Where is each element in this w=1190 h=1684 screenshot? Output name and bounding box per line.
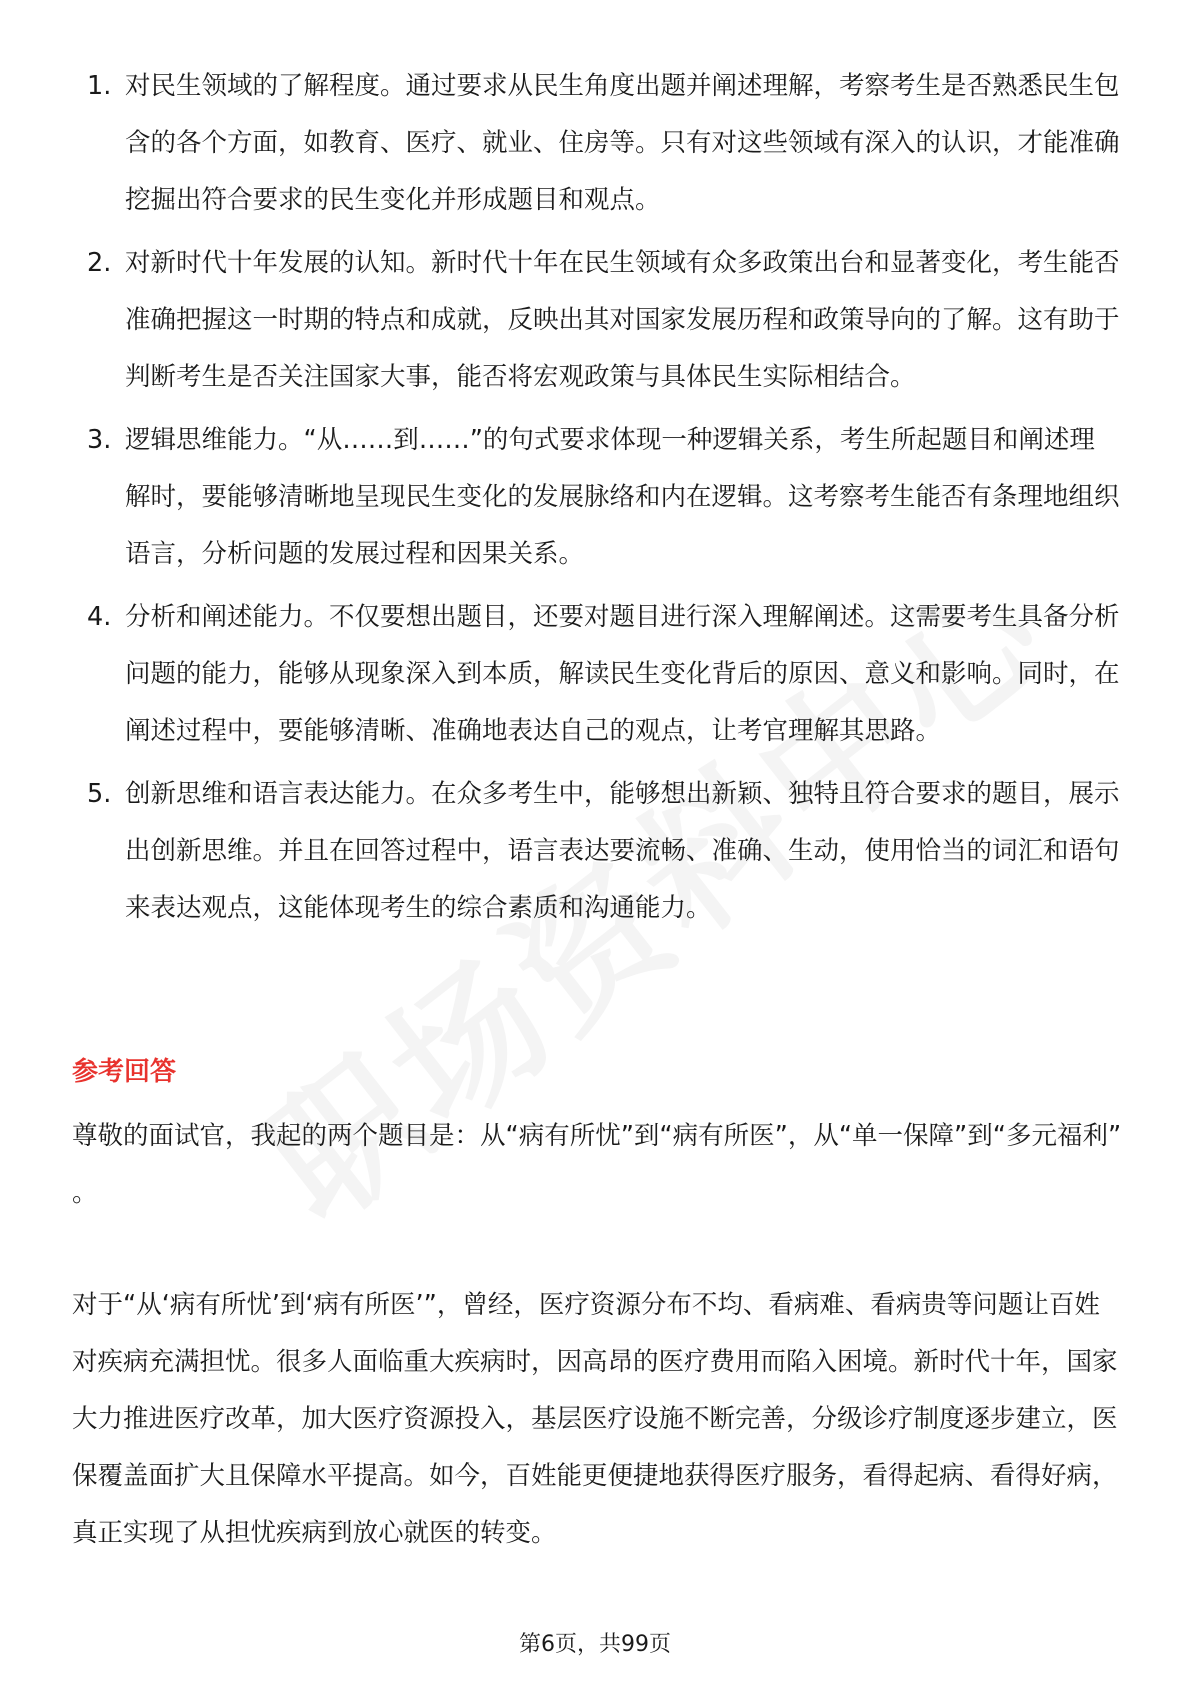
list-item-number: 3. <box>87 425 112 455</box>
list-item <box>0 58 1190 229</box>
page-number-footer: 第6页，共99页 <box>519 1632 671 1657</box>
list-item <box>0 766 1190 937</box>
list-item-text: 对新时代十年发展的认知。新时代十年在民生领域有众多政策出台和显著变化，考生能否准确把握这一时期的特点和成就，反映出其对国家发展历程和政策导向的了解。这有助于判断考生是否关注国家大事，能否将宏观政策与具体民生实际相结合。 <box>125 248 1120 392</box>
list-item-text: 逻辑思维能力。“从……到……”的句式要求体现一种逻辑关系，考生所起题目和阐述理解时，要能够清晰地呈现民生变化的发展脉络和内在逻辑。这考察考生能否有条理地组织语言，分析问题的发展过程和因果关系。 <box>125 425 1120 569</box>
answer-paragraph: 尊敬的面试官，我起的两个题目是：从“病有所忧”到“病有所医”，从“单一保障”到“多元福利” 。 <box>72 1121 1122 1208</box>
list-item-text: 分析和阐述能力。不仅要想出题目，还要对题目进行深入理解阐述。这需要考生具备分析问题的能力，能够从现象深入到本质，解读民生变化背后的原因、意义和影响。同时，在阐述过程中，要能够清晰、准确地表达自己的观点，让考官理解其思路。 <box>125 602 1120 746</box>
answer-heading: 参考回答 <box>72 1057 177 1087</box>
answer-paragraph: 对于“从‘病有所忧’到‘病有所医’”，曾经，医疗资源分布不均、看病难、看病贵等问题让百姓对疾病充满担忧。很多人面临重大疾病时，因高昂的医疗费用而陷入困境。新时代十年，国家大力推进医疗改革，加大医疗资源投入，基层医疗设施不断完善，分级诊疗制度逐步建立，医保覆盖面扩大且保障水平提高。如今，百姓能更便捷地获得医疗服务，看得起病、看得好病，真正实现了从担忧疾病到放心就医的转变。 <box>72 1290 1118 1548</box>
list-item-number: 1. <box>87 71 112 101</box>
list-item <box>0 235 1190 406</box>
list-item-number: 2. <box>87 248 112 278</box>
list-item-number: 4. <box>87 602 112 632</box>
list-item <box>0 589 1190 760</box>
list-item-text: 对民生领域的了解程度。通过要求从民生角度出题并阐述理解，考察考生是否熟悉民生包含的各个方面，如教育、医疗、就业、住房等。只有对这些领域有深入的认识，才能准确挖掘出符合要求的民生变化并形成题目和观点。 <box>125 71 1120 215</box>
list-item-number: 5. <box>87 779 112 809</box>
list-item <box>0 412 1190 583</box>
list-item-text: 创新思维和语言表达能力。在众多考生中，能够想出新颖、独特且符合要求的题目，展示出创新思维。并且在回答过程中，语言表达要流畅、准确、生动，使用恰当的词汇和语句来表达观点，这能体现考生的综合素质和沟通能力。 <box>125 779 1120 923</box>
criteria-list <box>0 58 1190 943</box>
